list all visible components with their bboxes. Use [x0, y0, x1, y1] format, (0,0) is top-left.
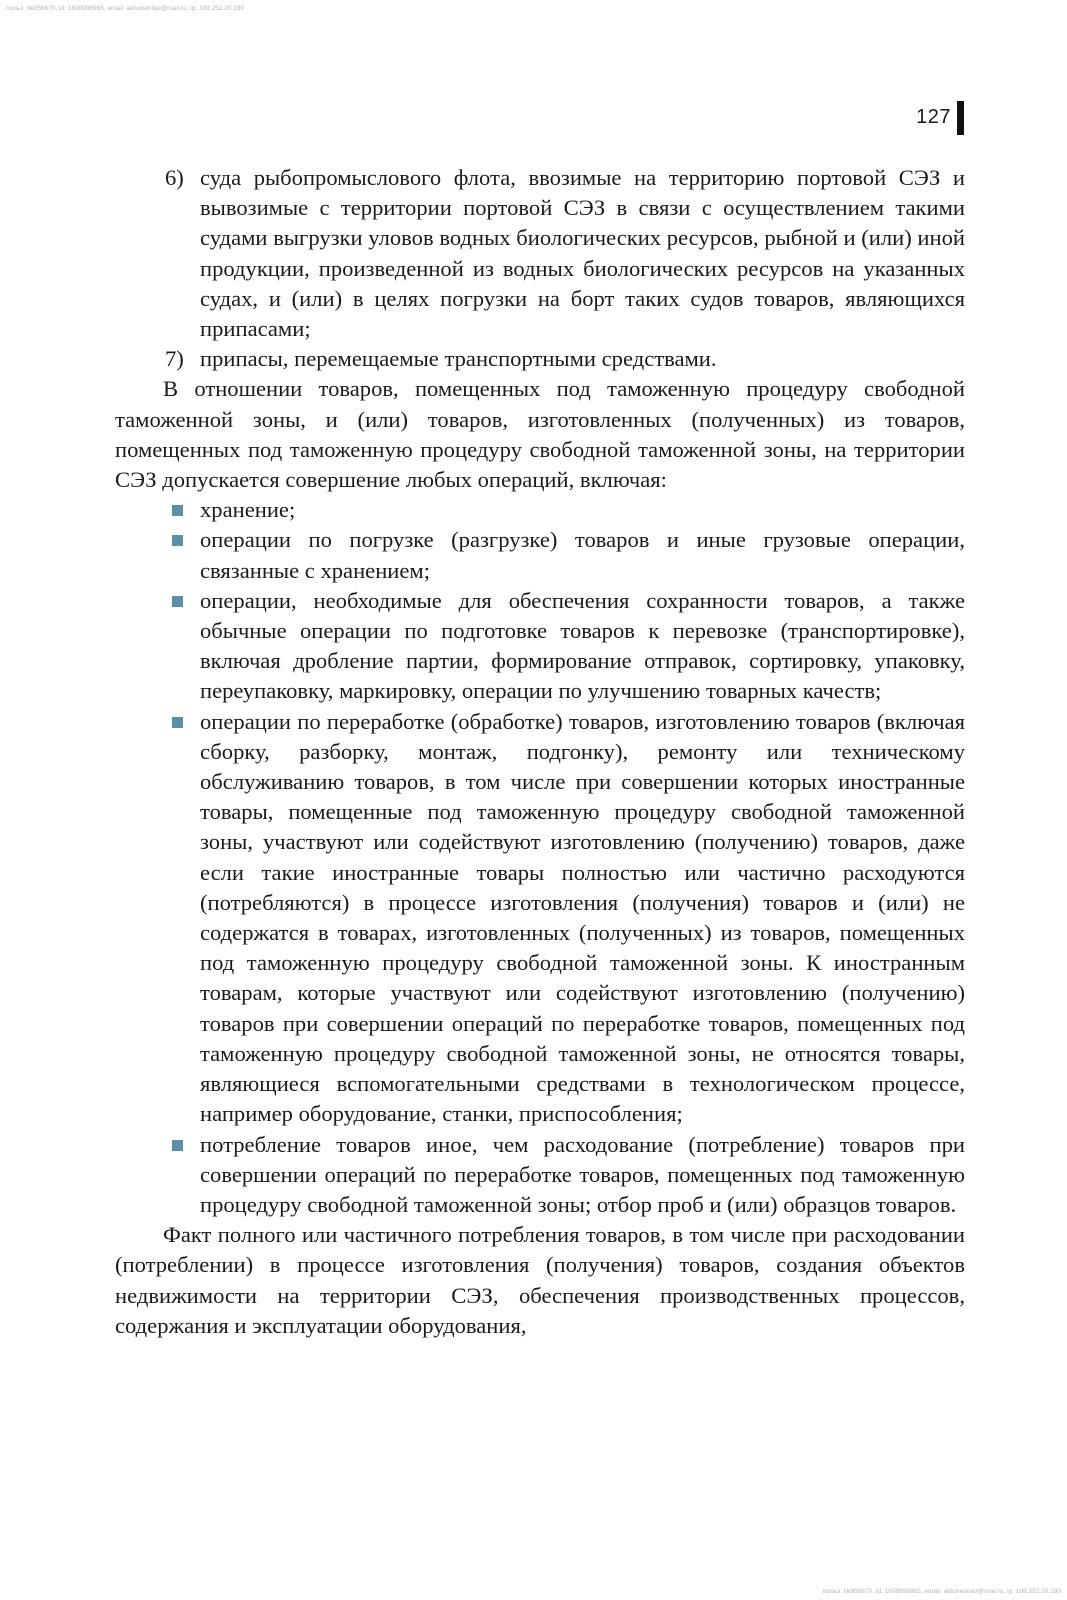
bullet-text: хранение; [200, 497, 296, 523]
bullet-item [115, 525, 965, 585]
paragraph-operations-intro: В отношении товаров, помещенных под таможенную процедуру свободной таможенной зоны, и (или) товаров, изготовленных (полученных) из товаров, помещенных под таможенную процедуру свободной таможенной зоны, на территории СЭЗ допускается совершение любых операций, включая: [115, 376, 965, 493]
numbered-item-6 [115, 163, 965, 344]
bullet-text: операции, необходимые для обеспечения сохранности товаров, а также обычные операции по подготовке товаров к перевозке (транспортировке), включая дробление партии, формирование отправок, сортировку, упаковку, переупаковку, маркировку, операции по улучшению товарных качеств; [200, 587, 965, 704]
bullet-text: операции по переработке (обработке) товаров, изготовлению товаров (включая сборку, разборку, монтаж, подгонку), ремонту или техническому обслуживанию товаров, в том числе при совершении которых иностранные товары, помещенные под таможенную процедуру свободной таможенной зоны, участвуют или содействуют изготовлению (получению) товаров, даже если такие иностранные товары полностью или частично расходуются (потребляются) в процессе изготовления (получения) товаров и (или) не содержатся в товарах, изготовленных (полученных) из товаров, помещенных под таможенную процедуру свободной таможенной зоны. К иностранным товарам, которые участвуют или содействуют изготовлению (получению) товаров при совершении операций по переработке товаров, помещенных под таможенную процедуру свободной таможенной зоны, не относятся товары, являющиеся вспомогательными средствами в технологическом процессе, например оборудование, станки, приспособления; [200, 708, 965, 1127]
watermark-top: польз. №956670, id: 1608998965, email: aktumentau@mail.ru, ip: 109.252.20.190 [6, 5, 245, 12]
bullet-text: операции по погрузке (разгрузке) товаров и иные грузовые операции, связанные с хранением; [200, 527, 965, 583]
square-bullet-icon [172, 717, 183, 728]
bullet-item [115, 495, 965, 525]
bullet-item [115, 707, 965, 1130]
page-number-bar [957, 101, 964, 135]
square-bullet-icon [172, 505, 183, 516]
paragraph-consumption-fact: Факт полного или частичного потребления товаров, в том числе при расходовании (потреблении) в процессе изготовления (получения) товаров, создания объектов недвижимости на территории СЭЗ, обеспечения производственных процессов, содержания и эксплуатации оборудования, [115, 1222, 965, 1338]
page-body [115, 163, 965, 1341]
numbered-item-7 [115, 344, 965, 374]
bullet-text: потребление товаров иное, чем расходование (потребление) товаров при совершении операций по переработке товаров, помещенных под таможенную процедуру свободной таможенной зоны; отбор проб и (или) образцов товаров. [200, 1131, 965, 1217]
item-marker: 7) [165, 346, 184, 372]
bullet-item [115, 586, 965, 707]
square-bullet-icon [172, 535, 183, 546]
bullet-item [115, 1130, 965, 1221]
item-text: суда рыбопромыслового флота, ввозимые на территорию портовой СЭЗ и вывозимые с территории портовой СЭЗ в связи с осуществлением такими судами выгрузки уловов водных биологических ресурсов, рыбной и (или) иной продукции, произведенной из водных биологических ресурсов на указанных судах, и (или) в целях погрузки на борт таких судов товаров, являющихся припасами; [200, 165, 965, 342]
square-bullet-icon [172, 1140, 183, 1151]
item-marker: 6) [165, 165, 184, 190]
square-bullet-icon [172, 596, 183, 607]
watermark-bottom: польз. №956670, id: 1608998965, email: aktumentau@mail.ru, ip: 109.252.20.190 [822, 1588, 1061, 1595]
item-text: припасы, перемещаемые транспортными средствами. [200, 346, 717, 372]
page-number: 127 [916, 106, 951, 128]
